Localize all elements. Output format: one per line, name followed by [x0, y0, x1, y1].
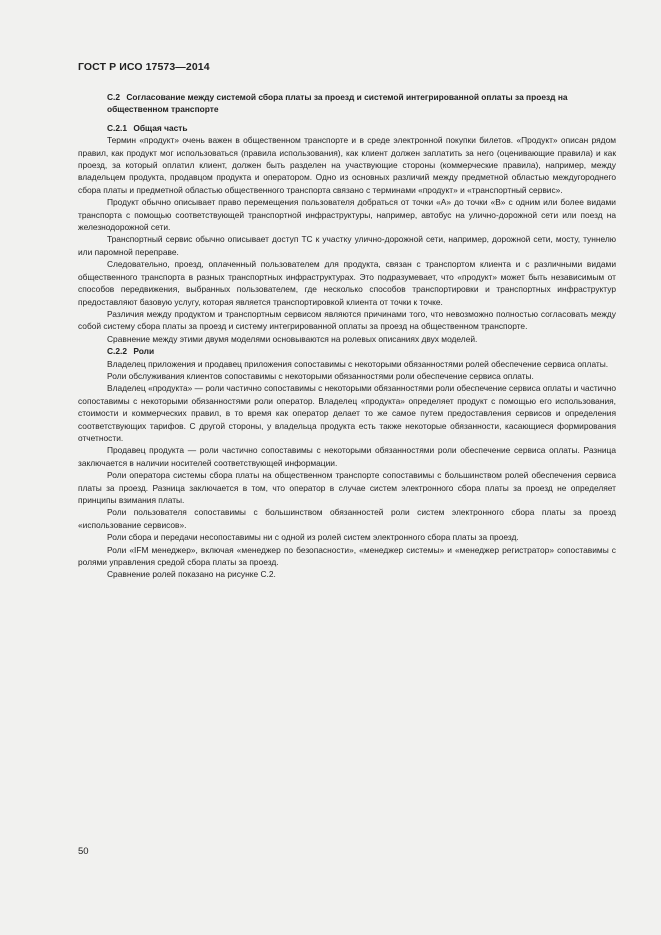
document-body [78, 91, 616, 581]
subsection-title: Роли [133, 346, 155, 357]
paragraph: Роли «IFM менеджер», включая «менеджер по безопасности», «менеджер системы» и «менеджер регистратор» сопоставимы с ролями управления средой сбора платы за проезд. [78, 544, 616, 568]
subsection-title: Общая часть [133, 122, 188, 133]
paragraph: Сравнение ролей показано на рисунке С.2. [107, 569, 276, 580]
standard-header: ГОСТ Р ИСО 17573—2014 [78, 61, 210, 73]
section-heading [78, 91, 616, 116]
subsection-heading-general [78, 122, 616, 134]
paragraph: Владелец приложения и продавец приложения сопоставимы с некоторыми обязанностями ролей обеспечение сервиса оплаты. [107, 358, 609, 369]
paragraph: Роли обслуживания клиентов сопоставимы с некоторыми обязанностями роли обеспечение сервиса оплаты. [107, 370, 534, 381]
subsection-number: C.2.1 [107, 122, 128, 133]
paragraph: Термин «продукт» очень важен в общественном транспорте и в среде электронной покупки билетов. «Продукт» описан рядом правил, как продукт мог использоваться (правила использования), как клиент должен заплатить за него (оценивающие правила) и как проезд, за который оплатил клиент, должен быть разделен на участвующие стороны (коммерческие правила), например, между владельцем продукта, продавцом продукта и оператором. Одно из основных различий между предметной областью междугороднего сбора платы и предметной областью общественного транспорта связано с терминами «продукт» и «транспортный сервис». [78, 135, 616, 195]
section-number: C.2 [107, 92, 121, 102]
subsection-heading-roles [78, 345, 616, 357]
section-title: Согласование между системой сбора платы за проезд и системой интегрированной оплаты за проезд на общественном транспорте [107, 92, 568, 115]
paragraph: Роли оператора системы сбора платы на общественном транспорте сопоставимы с большинством ролей обеспечения сервиса платы за проезд. Разница заключается в том, что оператор в случае систем электронного сбора платы за проезд не определяет принципы взимания платы. [78, 470, 616, 505]
page-number: 50 [78, 846, 89, 857]
paragraph: Роли пользователя сопоставимы с большинством обязанностей роли систем электронного сбора платы за проезд «использование сервисов». [78, 507, 616, 530]
paragraph: Владелец «продукта» — роли частично сопоставимы с некоторыми обязанностями роли обеспечение сервиса оплаты и частично сопоставимы с некоторыми обязанностями роли оператор. Владелец «продукта» определяет продукт с помощью его использования, стоимости и коммерческих правил, в то время как оператор делает то же самое путем предоставления сервисов и определения соответствующих тарифов. С другой стороны, у владельца продукта есть также некоторые обязанности, касающиеся формирования отчетности. [78, 383, 616, 443]
paragraph: Транспортный сервис обычно описывает доступ ТС к участку улично-дорожной сети, например, дорожной сети, мосту, туннелю или паромной переправе. [78, 234, 616, 257]
paragraph: Продукт обычно описывает право перемещения пользователя добраться от точки «А» до точки «В» с одним или более видами транспорта с помощью соответствующей транспортной инфраструктуры, например, автобус на улично-дорожной сети или поезд на железнодорожной сети. [78, 197, 616, 233]
paragraph: Продавец продукта — роли частично сопоставимы с некоторыми обязанностями роли обеспечение сервиса оплаты. Разница заключается в наличии носителей соответствующей информации. [78, 445, 616, 468]
paragraph: Роли сбора и передачи несопоставимы ни с одной из ролей систем электронного сбора платы за проезд. [107, 532, 519, 543]
paragraph: Различия между продуктом и транспортным сервисом являются причинами того, что невозможно полностью согласовать между собой систему сбора платы за проезд и систему интегрированной оплаты за проезд на общественном транспорте. [78, 308, 616, 332]
paragraph: Следовательно, проезд, оплаченный пользователем для продукта, связан с транспортом клиента и с различными видами общественного транспорта в разных транспортных инфраструктурах. Это подразумевает, что «продукт» может быть независимым от способов передвижения, выбранных пользователем, где несколько способов транспортировки и транспортных инфраструктур предоставляют базовую услугу, которая является транспортировкой клиента от точки к точке. [78, 259, 616, 307]
subsection-number: C.2.2 [107, 346, 128, 357]
paragraph: Сравнение между этими двумя моделями основываются на ролевых описаниях двух моделей. [107, 333, 478, 344]
